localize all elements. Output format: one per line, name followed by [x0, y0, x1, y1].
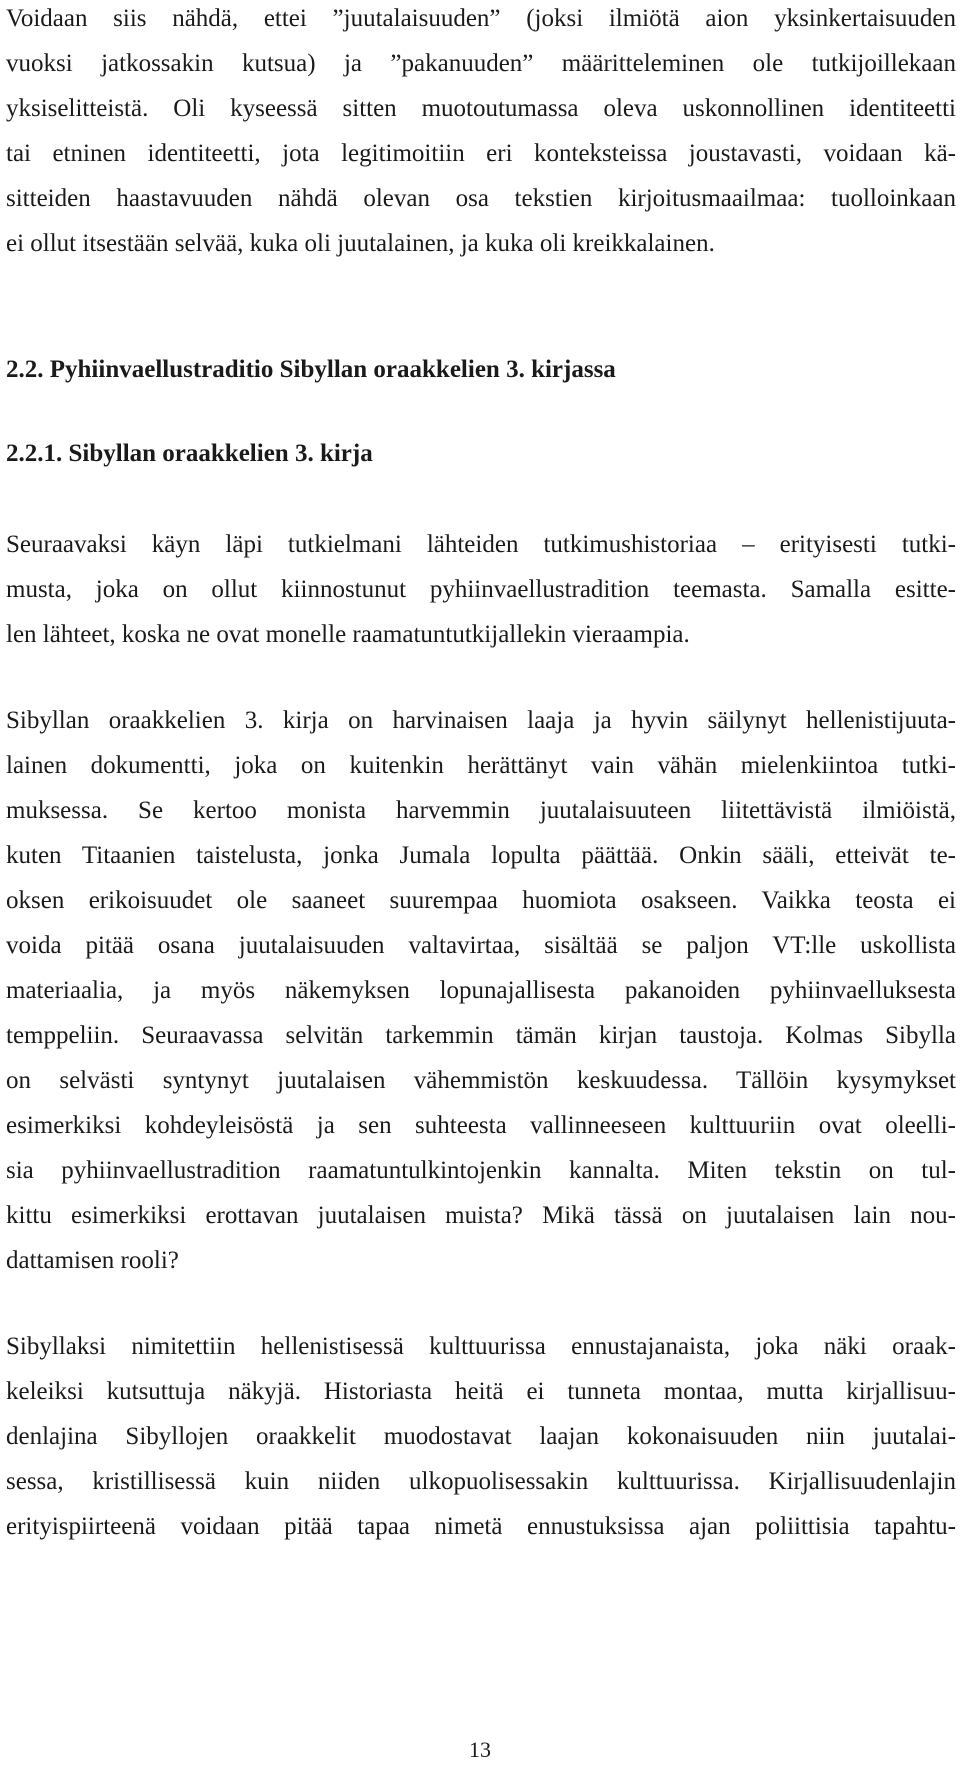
paragraph-line: Seuraavaksi käyn läpi tutkielmani lähteiden tutkimushistoriaa – erityisesti tutki- [6, 531, 956, 558]
paragraph-line: musta, joka on ollut kiinnostunut pyhiinvaellustradition teemasta. Samalla esitte- [6, 576, 956, 603]
paragraph-line: sessa, kristillisessä kuin niiden ulkopuolisessakin kulttuurissa. Kirjallisuudenlajin [6, 1468, 956, 1495]
paragraph-line: ei ollut itsestään selvää, kuka oli juutalainen, ja kuka oli kreikkalainen. [6, 230, 715, 257]
paragraph-line: on selvästi syntynyt juutalaisen vähemmistön keskuudessa. Tällöin kysymykset [6, 1067, 956, 1094]
paragraph-line: oksen erikoisuudet ole saaneet suurempaa huomiota osakseen. Vaikka teosta ei [6, 887, 956, 914]
page-number: 13 [469, 1737, 491, 1762]
paragraph-line: esimerkiksi kohdeyleisöstä ja sen suhteesta vallinneeseen kulttuuriin ovat oleelli- [6, 1112, 956, 1139]
subsection-heading: 2.2.1. Sibyllan oraakkelien 3. kirja [6, 440, 373, 467]
paragraph-line: materiaalia, ja myös näkemyksen lopunajallisesta pakanoiden pyhiinvaelluksesta [6, 977, 956, 1004]
paragraph-line: erityispiirteenä voidaan pitää tapaa nimetä ennustuksissa ajan poliittisia tapahtu- [6, 1513, 956, 1540]
paragraph-line: tai etninen identiteetti, jota legitimoitiin eri konteksteissa joustavasti, voidaan kä- [6, 140, 956, 167]
paragraph-line: voida pitää osana juutalaisuuden valtavirtaa, sisältää se paljon VT:lle uskollista [6, 932, 956, 959]
section-heading: 2.2. Pyhiinvaellustraditio Sibyllan oraakkelien 3. kirjassa [6, 356, 616, 383]
paragraph-line: Sibyllan oraakkelien 3. kirja on harvinaisen laaja ja hyvin säilynyt hellenistijuuta- [6, 707, 956, 734]
paragraph-line: len lähteet, koska ne ovat monelle raamatuntutkijallekin vieraampia. [6, 621, 690, 648]
paragraph-line: temppeliin. Seuraavassa selvitän tarkemmin tämän kirjan taustoja. Kolmas Sibylla [6, 1022, 956, 1049]
paragraph-line: lainen dokumentti, joka on kuitenkin herättänyt vain vähän mielenkiintoa tutki- [6, 752, 956, 779]
paragraph-line: sitteiden haastavuuden nähdä olevan osa tekstien kirjoitusmaailmaa: tuolloinkaan [6, 185, 956, 212]
paragraph-line: denlajina Sibyllojen oraakkelit muodostavat laajan kokonaisuuden niin juutalai- [6, 1423, 956, 1450]
paragraph-line: muksessa. Se kertoo monista harvemmin juutalaisuuteen liitettävistä ilmiöistä, [6, 797, 956, 824]
paragraph-line: Sibyllaksi nimitettiin hellenistisessä kulttuurissa ennustajanaista, joka näki oraak- [6, 1333, 956, 1360]
paragraph-line: Voidaan siis nähdä, ettei ”juutalaisuuden” (joksi ilmiötä aion yksinkertaisuuden [6, 5, 956, 32]
paragraph-line: keleiksi kutsuttuja näkyjä. Historiasta heitä ei tunneta montaa, mutta kirjallisuu- [6, 1378, 956, 1405]
paragraph-line: yksiselitteistä. Oli kyseessä sitten muotoutumassa oleva uskonnollinen identiteetti [6, 95, 956, 122]
paragraph-line: dattamisen rooli? [6, 1247, 179, 1274]
paragraph-line: kuten Titaanien taistelusta, jonka Jumala lopulta päättää. Onkin sääli, etteivät te- [6, 842, 956, 869]
paragraph-line: kittu esimerkiksi erottavan juutalaisen muista? Mikä tässä on juutalaisen lain nou- [6, 1202, 956, 1229]
paragraph-line: sia pyhiinvaellustradition raamatuntulkintojenkin kannalta. Miten tekstin on tul- [6, 1157, 956, 1184]
paragraph-line: vuoksi jatkossakin kutsua) ja ”pakanuuden” määritteleminen ole tutkijoillekaan [6, 50, 956, 77]
